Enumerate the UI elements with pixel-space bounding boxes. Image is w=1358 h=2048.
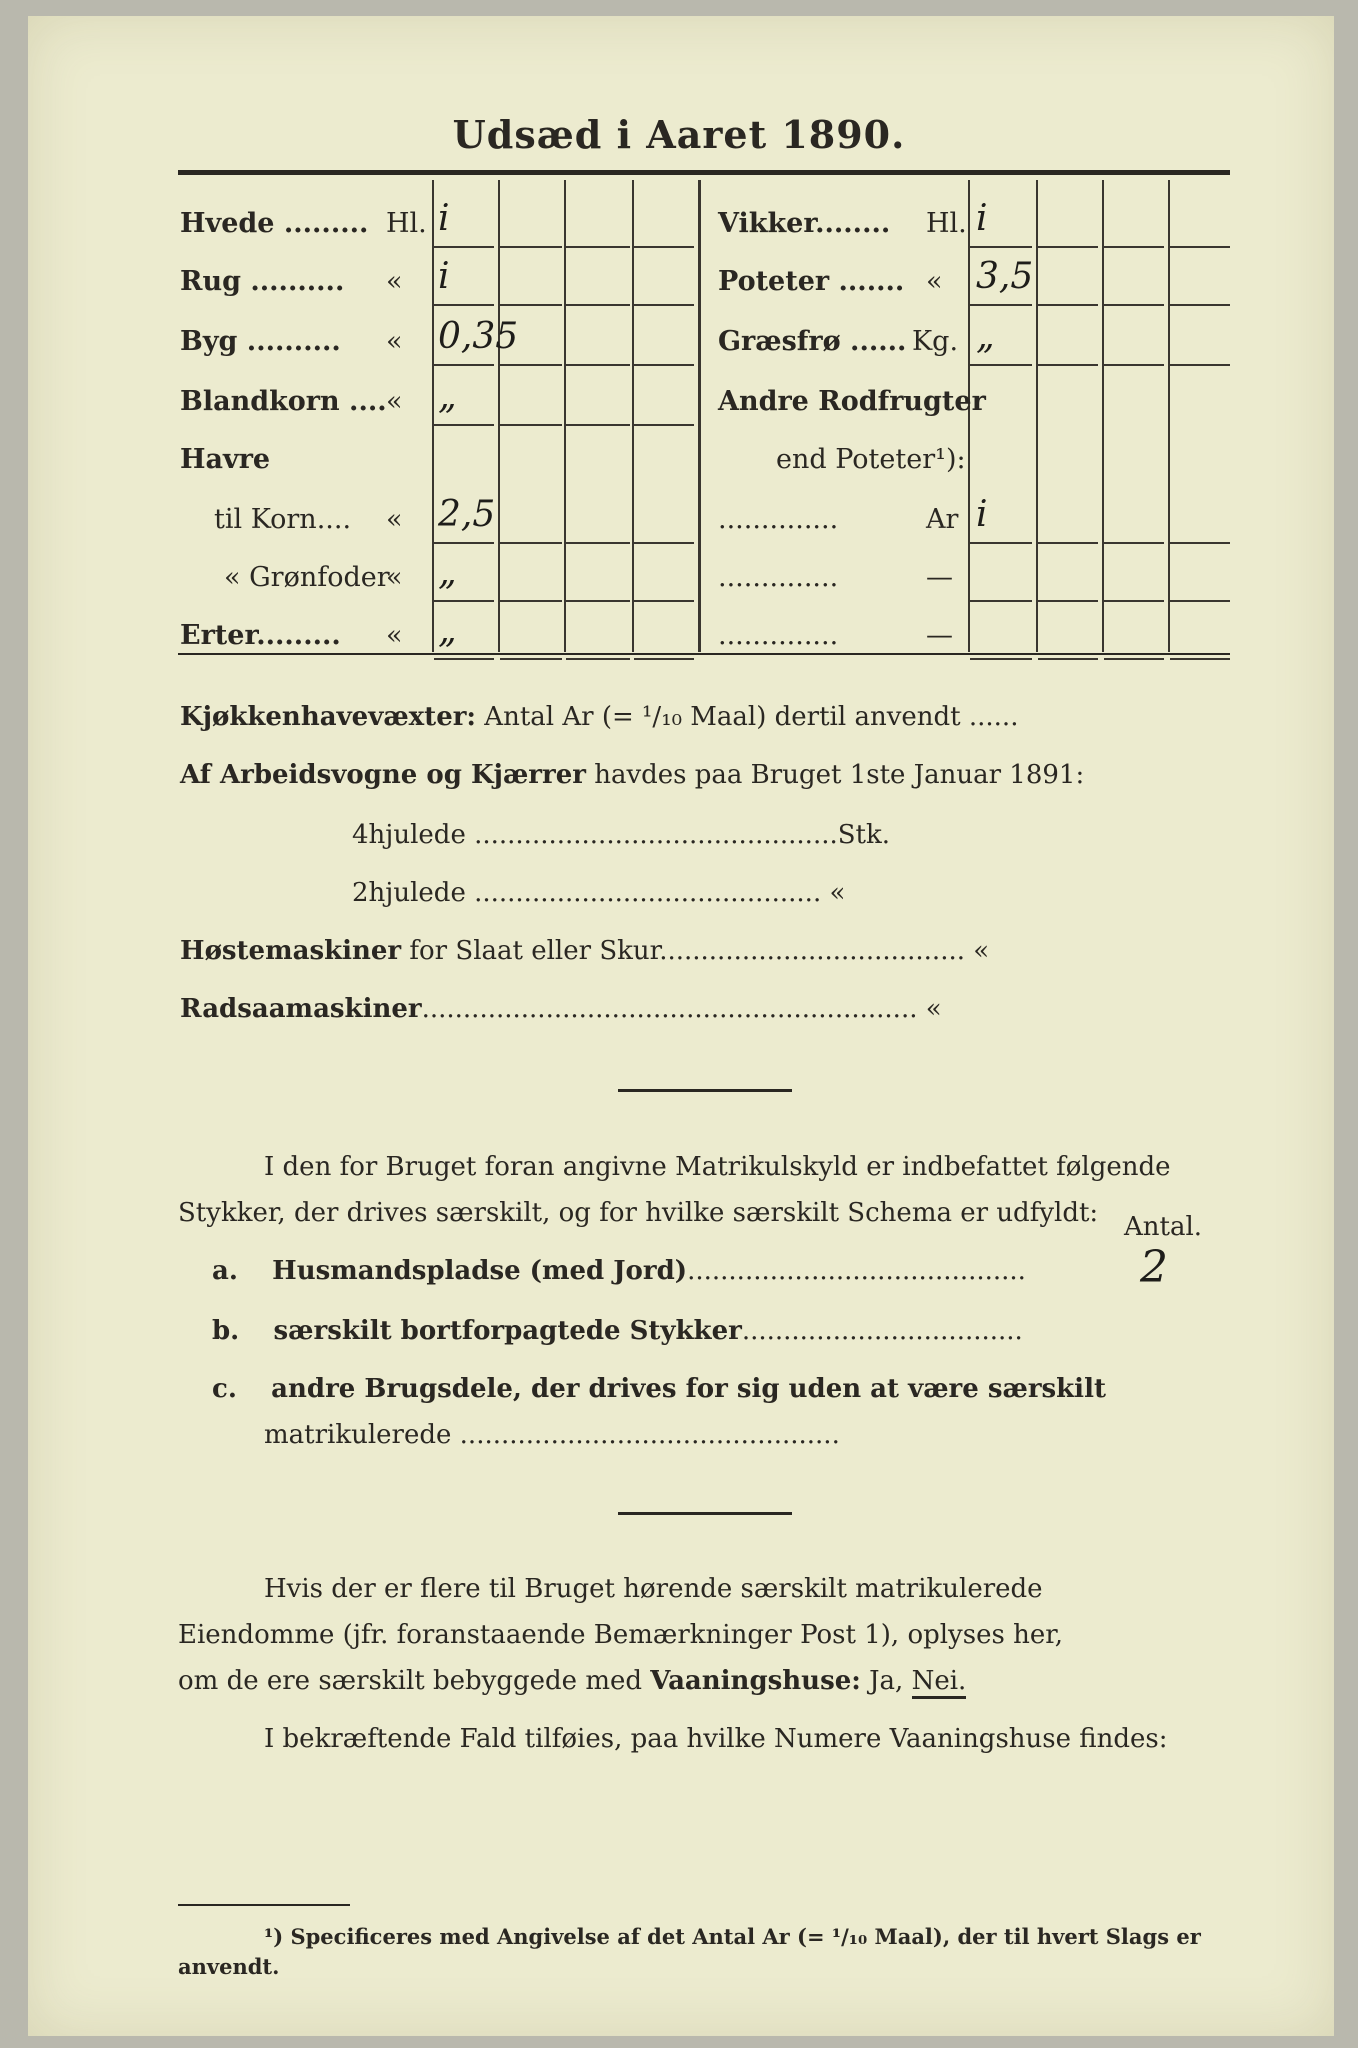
right-row-label: ..............: [718, 562, 839, 593]
left-cell-underline: [500, 542, 562, 544]
section-divider-1: [618, 1089, 792, 1092]
left-row-unit: «: [386, 562, 403, 593]
left-row-value: 2,5: [438, 494, 496, 535]
right-row-label: Græsfrø ......: [718, 326, 907, 357]
right-cell-underline: [1104, 542, 1164, 544]
kitchen-text: Antal Ar (= ¹/₁₀ Maal) dertil anvendt ......: [484, 702, 1019, 732]
antal-label: Antal.: [1124, 1212, 1203, 1242]
item-b-text: særskilt bortforpagtede Stykker: [273, 1316, 742, 1346]
right-cell-underline: [1170, 542, 1230, 544]
left-row-label: Blandkorn ....: [180, 386, 387, 417]
left-col-line-3: [564, 180, 566, 652]
left-cell-underline: [500, 600, 562, 602]
left-cell-underline: [500, 658, 562, 660]
left-cell-underline: [500, 246, 562, 248]
seed-machine-line: [180, 994, 942, 1024]
kitchen-line: [180, 702, 1018, 732]
left-row-value: „: [438, 376, 457, 417]
right-row-unit: Kg.: [912, 326, 959, 357]
left-cell-underline: [500, 364, 562, 366]
right-cell-underline: [1038, 364, 1098, 366]
left-cell-underline: [634, 542, 694, 544]
left-cell-underline: [634, 424, 694, 426]
left-cell-underline: [566, 542, 630, 544]
para2-line3: [178, 1666, 966, 1696]
right-cell-underline: [1038, 658, 1098, 660]
right-cell-underline: [1104, 246, 1164, 248]
left-row-value: 0,35: [438, 316, 519, 357]
right-cell-underline: [1038, 542, 1098, 544]
right-cell-underline: [1170, 246, 1230, 248]
left-row-label: « Grønfoder: [224, 562, 390, 593]
right-row-label: end Poteter¹):: [776, 444, 966, 475]
left-cell-underline: [500, 304, 562, 306]
left-cell-underline: [434, 364, 494, 366]
right-row-value: ⅰ: [976, 198, 988, 239]
para2-line2: Eiendomme (jfr. foranstaaende Bemærkninger Post 1), oplyses her,: [178, 1620, 1064, 1650]
item-c-letter: c.: [212, 1374, 237, 1404]
left-cell-underline: [434, 304, 494, 306]
right-cell-underline: [1170, 364, 1230, 366]
left-cell-underline: [500, 424, 562, 426]
left-cell-underline: [634, 246, 694, 248]
right-row-label: ..............: [718, 620, 839, 651]
right-cell-underline: [1038, 246, 1098, 248]
kitchen-label: Kjøkkenhavevæxter:: [180, 702, 477, 732]
left-cell-underline: [566, 424, 630, 426]
left-cell-underline: [566, 364, 630, 366]
left-cell-underline: [434, 658, 494, 660]
item-a-letter: a.: [212, 1256, 238, 1286]
table-bottom-rule: [178, 653, 1230, 655]
para3: I bekræftende Fald tilføies, paa hvilke Numere Vaaningshuse findes:: [264, 1724, 1168, 1754]
item-a-value: 2: [1140, 1242, 1168, 1293]
left-cell-underline: [566, 304, 630, 306]
right-cell-underline: [1170, 658, 1230, 660]
left-row-label: Erter.........: [180, 620, 341, 651]
right-row-value: ⅰ: [976, 494, 988, 535]
para2-line1: Hvis der er flere til Bruget hørende særskilt matrikulerede: [264, 1574, 1043, 1604]
left-cell-underline: [434, 542, 494, 544]
para1-line2: Stykker, der drives særskilt, og for hvilke særskilt Schema er udfyldt:: [178, 1198, 1099, 1228]
seed-machine-label: Radsaamaskiner: [180, 994, 422, 1024]
right-cell-underline: [970, 542, 1032, 544]
footnote-line2: anvendt.: [178, 1954, 280, 1979]
right-row-value: „: [976, 316, 995, 357]
wagons-line: [180, 760, 1084, 790]
left-row-label: Byg ..........: [180, 326, 341, 357]
left-row-label: Hvede .........: [180, 208, 369, 239]
right-row-unit: Hl.: [926, 208, 967, 239]
footnote-line1: ¹) Specificeres med Angivelse af det Antal Ar (= ¹/₁₀ Maal), der til hvert Slags er: [264, 1924, 1201, 1949]
left-row-unit: «: [386, 386, 403, 417]
item-b-letter: b.: [212, 1316, 240, 1346]
left-row-value: ⅰ: [438, 198, 450, 239]
item-b-dots: ..................................: [741, 1316, 1023, 1346]
left-cell-underline: [434, 424, 494, 426]
right-cell-underline: [970, 364, 1032, 366]
para1-line1: I den for Bruget foran angivne Matrikulskyld er indbefattet følgende: [264, 1152, 1171, 1182]
right-cell-underline: [970, 304, 1032, 306]
right-cell-underline: [1038, 600, 1098, 602]
right-row-value: 3,5: [976, 256, 1034, 297]
item-c-line2: matrikulerede ..............................................: [264, 1420, 840, 1450]
left-cell-underline: [434, 600, 494, 602]
left-col-line-4: [632, 180, 634, 652]
item-a-text: Husmandspladse (med Jord): [272, 1256, 688, 1286]
left-col-line-1: [432, 180, 434, 652]
right-row-unit: Ar: [926, 504, 959, 535]
harvest-label: Høstemaskiner: [180, 936, 402, 966]
right-cell-underline: [1170, 304, 1230, 306]
right-cell-underline: [970, 246, 1032, 248]
left-row-unit: Hl.: [386, 208, 427, 239]
right-col-line-4: [1168, 180, 1170, 652]
right-cell-underline: [1104, 658, 1164, 660]
table-top-rule: [178, 170, 1230, 175]
left-cell-underline: [634, 304, 694, 306]
right-row-unit: «: [926, 266, 943, 297]
harvest-text: for Slaat eller Skur..................................... «: [409, 936, 990, 966]
left-cell-underline: [566, 246, 630, 248]
left-cell-underline: [634, 600, 694, 602]
right-cell-underline: [970, 600, 1032, 602]
seed-machine-text: ............................................................ «: [421, 994, 942, 1024]
right-col-line-2: [1036, 180, 1038, 652]
left-row-label: Havre: [180, 444, 271, 475]
two-wheel-line: 2hjulede .......................................... «: [352, 878, 846, 908]
four-wheel-line: 4hjulede ............................................Stk.: [352, 820, 891, 850]
para2-line3-a: om de ere særskilt bebyggede med: [178, 1666, 643, 1696]
item-a-dots: .........................................: [687, 1256, 1026, 1286]
left-cell-underline: [434, 246, 494, 248]
left-row-label: Rug ..........: [180, 266, 345, 297]
right-row-label: Andre Rodfrugter: [718, 386, 986, 417]
right-cell-underline: [1104, 304, 1164, 306]
section-divider-2: [618, 1512, 792, 1515]
page-title: Udsæd i Aaret 1890.: [452, 112, 906, 157]
left-cell-underline: [634, 658, 694, 660]
right-cell-underline: [970, 658, 1032, 660]
left-row-unit: «: [386, 504, 403, 535]
item-c-text: andre Brugsdele, der drives for sig uden at være særskilt: [271, 1374, 1106, 1404]
wagons-label: Af Arbeidsvogne og Kjærrer: [180, 760, 586, 790]
left-cell-underline: [566, 658, 630, 660]
left-row-unit: «: [386, 266, 403, 297]
left-row-label: til Korn....: [214, 504, 352, 535]
para2-line3-c: Ja,: [869, 1666, 904, 1696]
left-cell-underline: [566, 600, 630, 602]
right-row-unit: —: [926, 620, 953, 651]
left-col-line-2: [498, 180, 500, 652]
left-row-unit: «: [386, 620, 403, 651]
item-b: [212, 1316, 1023, 1346]
right-row-unit: —: [926, 562, 953, 593]
item-a: [212, 1256, 1026, 1286]
left-cell-underline: [634, 364, 694, 366]
wagons-text: havdes paa Bruget 1ste Januar 1891:: [594, 760, 1085, 790]
right-cell-underline: [1104, 364, 1164, 366]
footnote-rule: [178, 1904, 350, 1906]
left-row-value: ⅰ: [438, 256, 450, 297]
item-c: [212, 1374, 1106, 1404]
table-divider: [698, 180, 701, 652]
right-cell-underline: [1170, 600, 1230, 602]
left-row-value: „: [438, 610, 457, 651]
para2-line3-b: Vaaningshuse:: [650, 1666, 861, 1696]
right-col-line-3: [1102, 180, 1104, 652]
harvest-line: [180, 936, 989, 966]
right-row-label: ..............: [718, 504, 839, 535]
para2-line3-d: Nei.: [912, 1666, 967, 1699]
right-cell-underline: [1038, 304, 1098, 306]
right-row-label: Poteter .......: [718, 266, 905, 297]
left-row-value: „: [438, 552, 457, 593]
left-row-unit: «: [386, 326, 403, 357]
right-cell-underline: [1104, 600, 1164, 602]
right-row-label: Vikker........: [718, 208, 891, 239]
